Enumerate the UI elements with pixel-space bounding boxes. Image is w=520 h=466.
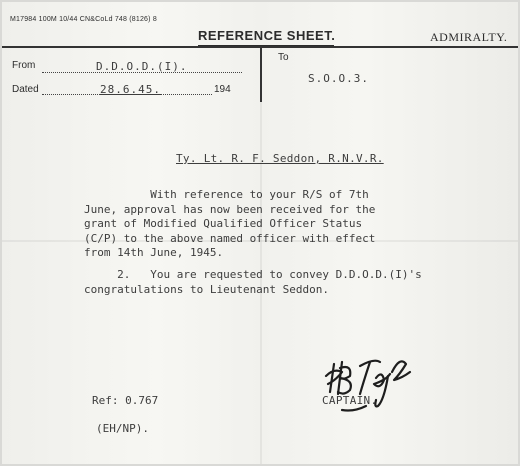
to-value: S.O.O.3. bbox=[308, 72, 369, 85]
from-label: From bbox=[12, 60, 36, 71]
addressee-line: Ty. Lt. R. F. Seddon, R.N.V.R. bbox=[176, 152, 384, 165]
from-value: D.D.O.D.(I). bbox=[96, 60, 188, 73]
signatory-rank: CAPTAIN. bbox=[322, 394, 378, 407]
form-code: M17984 100M 10/44 CN&CoLd 748 (8126) 8 bbox=[10, 16, 157, 23]
dated-value: 28.6.45. bbox=[100, 83, 161, 96]
sheet-title: REFERENCE SHEET. bbox=[198, 28, 336, 43]
to-label: To bbox=[278, 52, 289, 63]
dated-label: Dated bbox=[12, 84, 39, 95]
header-divider bbox=[260, 46, 262, 102]
year-suffix: 194 bbox=[214, 84, 231, 95]
reference-number: Ref: 0.767 bbox=[92, 394, 159, 407]
department-heading: ADMIRALTY. bbox=[430, 30, 508, 44]
handwritten-signature bbox=[320, 350, 420, 420]
body-paragraph-1: With reference to your R/S of 7th June, approval has now been received for the grant of Modified Qualified Officer Status (C/P) to the above named officer with effect from 14th June, 1945. bbox=[84, 188, 376, 259]
body-paragraph-2: 2. You are requested to convey D.D.O.D.(I)'s congratulations to Lieutenant Seddon. bbox=[84, 268, 422, 296]
reference-sheet bbox=[2, 2, 518, 464]
typist-initials: (EH/NP). bbox=[96, 422, 149, 435]
